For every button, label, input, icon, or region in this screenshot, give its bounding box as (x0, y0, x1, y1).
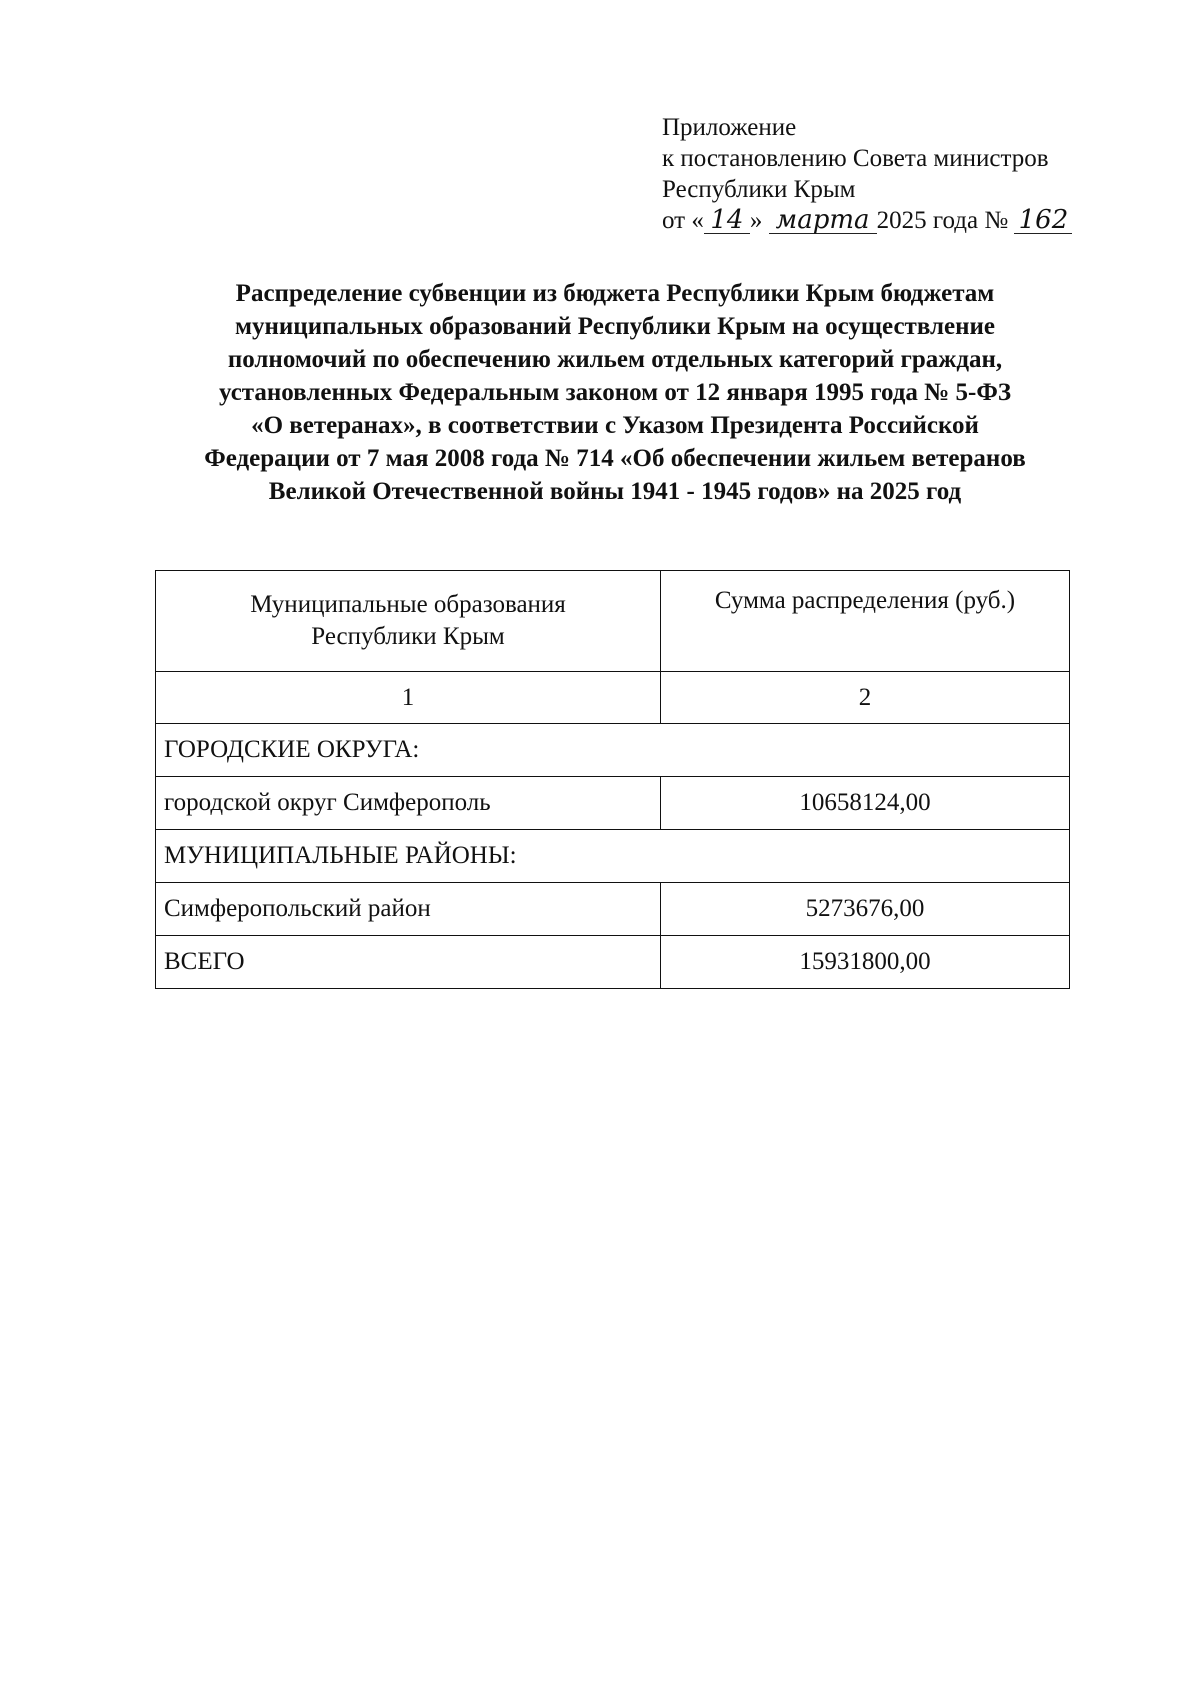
title-line: «О ветеранах», в соответствии с Указом Президента Российской (251, 412, 979, 439)
handwritten-month: марта (769, 207, 877, 234)
approval-line-republic: Республики Крым (662, 176, 856, 203)
approval-date-line (662, 205, 1122, 236)
column-number-1: 1 (156, 672, 661, 724)
header-municipalities (156, 571, 661, 672)
row-name: Симферопольский район (156, 883, 661, 936)
row-name: городской округ Симферополь (156, 777, 661, 830)
row-amount: 5273676,00 (661, 883, 1070, 936)
section-row-district (156, 830, 1070, 883)
header-municipalities-line1: Муниципальные образования (250, 591, 566, 618)
date-year: 2025 года № (876, 207, 1009, 234)
title-line: Распределение субвенции из бюджета Республики Крым бюджетам (235, 280, 995, 307)
total-label: ВСЕГО (156, 936, 661, 989)
title-line: Федерации от 7 мая 2008 года № 714 «Об обеспечении жильем ветеранов (204, 445, 1026, 472)
document-title (150, 277, 1080, 508)
approval-line-resolution: к постановлению Совета министров (662, 145, 1049, 172)
section-row-city (156, 724, 1070, 777)
total-amount: 15931800,00 (661, 936, 1070, 989)
column-number-row (156, 672, 1070, 724)
table-header-row (156, 571, 1070, 672)
approval-heading: Приложение (662, 114, 797, 141)
section-municipal-districts: МУНИЦИПАЛЬНЫЕ РАЙОНЫ: (156, 830, 1070, 883)
title-line: Великой Отечественной войны 1941 - 1945 годов» на 2025 год (268, 478, 962, 505)
section-city-districts: ГОРОДСКИЕ ОКРУГА: (156, 724, 1070, 777)
date-mid: » (749, 207, 763, 234)
handwritten-doc-number: 162 (1014, 207, 1072, 234)
table-row (156, 883, 1070, 936)
distribution-table (155, 570, 1070, 989)
title-line: полномочий по обеспечению жильем отдельных категорий граждан, (227, 346, 1003, 373)
title-line: установленных Федеральным законом от 12 января 1995 года № 5-ФЗ (218, 379, 1012, 406)
header-amount: Сумма распределения (руб.) (661, 571, 1070, 672)
column-number-2: 2 (661, 672, 1070, 724)
title-line: муниципальных образований Республики Крым на осуществление (234, 313, 996, 340)
date-prefix: от « (662, 207, 704, 234)
table-row (156, 777, 1070, 830)
handwritten-day: 14 (704, 207, 750, 234)
approval-block (662, 112, 1122, 236)
total-row (156, 936, 1070, 989)
row-amount: 10658124,00 (661, 777, 1070, 830)
header-municipalities-line2: Республики Крым (311, 623, 505, 650)
